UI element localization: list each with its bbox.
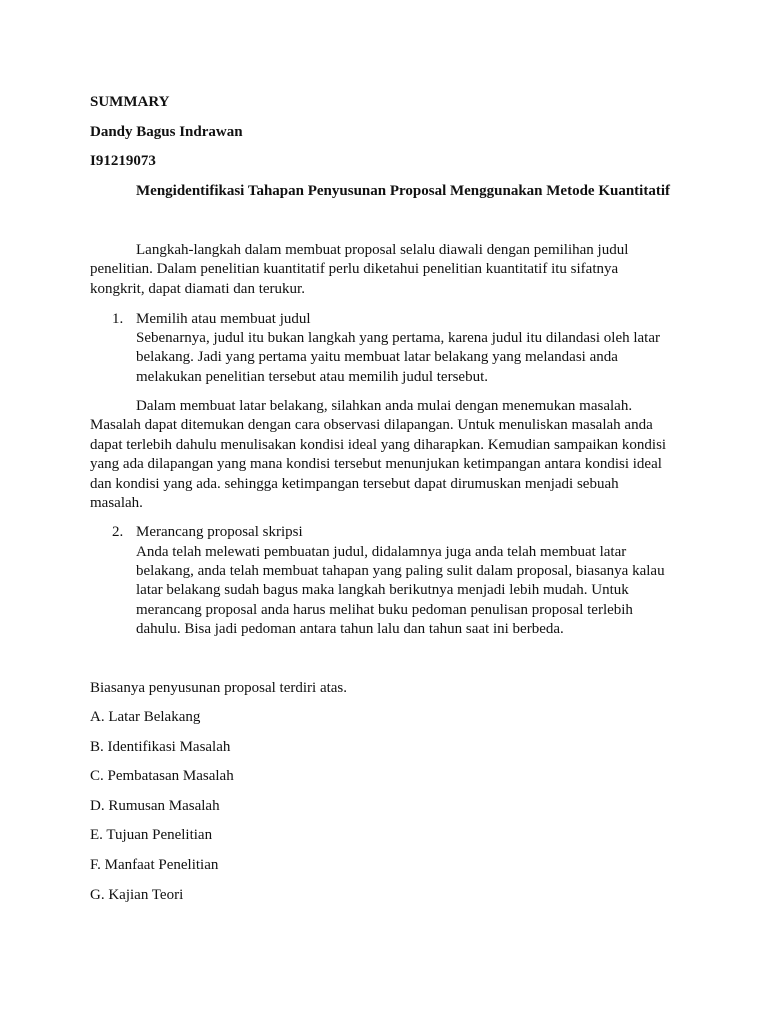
list-item: E. Tujuan Penelitian — [90, 827, 213, 843]
step-title: Merancang proposal skripsi — [136, 524, 303, 540]
paragraph-line: masalah. — [90, 495, 143, 511]
list-item: F. Manfaat Penelitian — [90, 857, 219, 873]
step-title: Memilih atau membuat judul — [136, 311, 311, 327]
list-item: D. Rumusan Masalah — [90, 798, 220, 814]
list-item: B. Identifikasi Masalah — [90, 739, 231, 755]
step-number: 1. — [112, 311, 124, 327]
paragraph-line: dan kondisi yang ada. sehingga ketimpangan tersebut dapat dirumuskan menjadi sebuah — [90, 476, 619, 492]
paragraph-line: dapat terlebih dahulu menulisakan kondisi ideal yang diharapkan. Kemudian sampaikan kondisi — [90, 437, 667, 453]
step-body-line: dahulu. Bisa jadi pedoman antara tahun lalu dan tahun saat ini berbeda. — [136, 621, 564, 637]
paragraph-line: Dalam membuat latar belakang, silahkan anda mulai dengan menemukan masalah. — [136, 398, 633, 414]
paragraph-line: yang ada dilapangan yang mana kondisi tersebut menunjukan ketimpangan antara kondisi ideal — [90, 456, 662, 472]
list-item: A. Latar Belakang — [90, 709, 201, 725]
intro-line: kongkrit, dapat diamati dan terukur. — [90, 281, 305, 297]
paragraph-line: Masalah dapat ditemukan dengan cara observasi dilapangan. Untuk menuliskan masalah anda — [90, 417, 653, 433]
intro-line: penelitian. Dalam penelitian kuantitatif perlu diketahui penelitian kuantitatif itu sifatnya — [90, 261, 619, 277]
summary-heading: SUMMARY — [90, 94, 170, 110]
author-name: Dandy Bagus Indrawan — [90, 124, 243, 140]
step-body-line: merancang proposal anda harus melihat buku pedoman penulisan proposal terlebih — [136, 602, 633, 618]
step-number: 2. — [112, 524, 124, 540]
step-body-line: belakang, anda telah membuat tahapan yang paling sulit dalam proposal, biasanya kalau — [136, 563, 665, 579]
step-body-line: Sebenarnya, judul itu bukan langkah yang pertama, karena judul itu dilandasi oleh latar — [136, 330, 661, 346]
step-body-line: latar belakang sudah bagus maka langkah berikutnya menjadi lebih mudah. Untuk — [136, 582, 629, 598]
list-intro: Biasanya penyusunan proposal terdiri atas. — [90, 680, 348, 696]
step-body-line: belakang. Jadi yang pertama yaitu membuat latar belakang yang melandasi anda — [136, 349, 618, 365]
step-body-line: Anda telah melewati pembuatan judul, didalamnya juga anda telah membuat latar — [136, 544, 627, 560]
list-item: G. Kajian Teori — [90, 887, 184, 903]
intro-line: Langkah-langkah dalam membuat proposal selalu diawali dengan pemilihan judul — [136, 242, 629, 258]
list-item: C. Pembatasan Masalah — [90, 768, 234, 784]
student-id: I91219073 — [90, 153, 156, 169]
step-body-line: melakukan penelitian tersebut atau memilih judul tersebut. — [136, 369, 488, 385]
document-title: Mengidentifikasi Tahapan Penyusunan Proposal Menggunakan Metode Kuantitatif — [136, 183, 670, 199]
